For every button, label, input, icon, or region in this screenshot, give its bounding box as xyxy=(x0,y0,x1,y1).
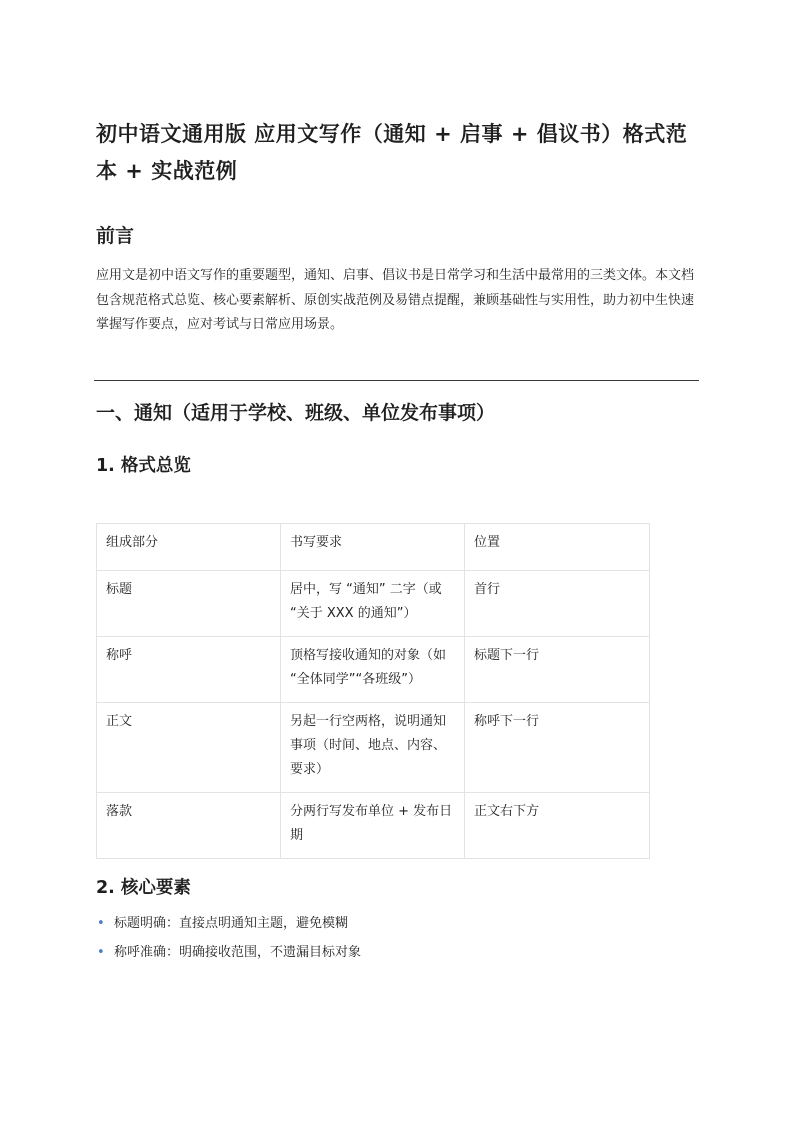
section-divider xyxy=(94,380,699,381)
table-cell: 分两行写发布单位 + 发布日期 xyxy=(281,792,465,858)
core-elements-list xyxy=(96,909,700,967)
table-row xyxy=(97,792,650,858)
list-item xyxy=(96,938,700,967)
document-page xyxy=(96,116,700,967)
table-row xyxy=(97,702,650,792)
document-title: 初中语文通用版 应用文写作（通知 + 启事 + 倡议书）格式范本 + 实战范例 xyxy=(96,122,688,183)
table-cell: 标题 xyxy=(97,570,281,636)
table-cell: 首行 xyxy=(465,570,650,636)
list-item-text: 标题明确：直接点明通知主题，避免模糊 xyxy=(114,915,349,931)
table-row xyxy=(97,636,650,702)
preface-heading: 前言 xyxy=(96,225,135,247)
table-header-cell: 书写要求 xyxy=(281,523,465,570)
section-title-notice: 一、通知（适用于学校、班级、单位发布事项） xyxy=(96,401,496,424)
table-header-cell: 位置 xyxy=(465,523,650,570)
table-row xyxy=(97,570,650,636)
format-table xyxy=(96,523,650,859)
table-cell: 顶格写接收通知的对象（如 “全体同学”“各班级”） xyxy=(281,636,465,702)
table-cell: 标题下一行 xyxy=(465,636,650,702)
table-header-cell: 组成部分 xyxy=(97,523,281,570)
table-cell: 落款 xyxy=(97,792,281,858)
table-cell: 正文 xyxy=(97,702,281,792)
table-cell: 居中，写 “通知” 二字（或 “关于 XXX 的通知”） xyxy=(281,570,465,636)
table-header-row xyxy=(97,523,650,570)
list-item-text: 称呼准确：明确接收范围，不遗漏目标对象 xyxy=(114,944,362,960)
table-cell: 另起一行空两格，说明通知事项（时间、地点、内容、要求） xyxy=(281,702,465,792)
table-cell: 称呼 xyxy=(97,636,281,702)
core-elements-heading: 2. 核心要素 xyxy=(96,877,191,898)
format-overview-heading: 1. 格式总览 xyxy=(96,455,191,476)
bullet-icon: • xyxy=(97,944,105,960)
table-cell: 正文右下方 xyxy=(465,792,650,858)
bullet-icon: • xyxy=(97,915,105,931)
table-cell: 称呼下一行 xyxy=(465,702,650,792)
preface-paragraph: 应用文是初中语文写作的重要题型，通知、启事、倡议书是日常学习和生活中最常用的三类文体。本文档包含规范格式总览、核心要素解析、原创实战范例及易错点提醒，兼顾基础性与实用性，助力初中生快速掌握写作要点，应对考试与日常应用场景。 xyxy=(96,268,695,332)
list-item xyxy=(96,909,700,938)
